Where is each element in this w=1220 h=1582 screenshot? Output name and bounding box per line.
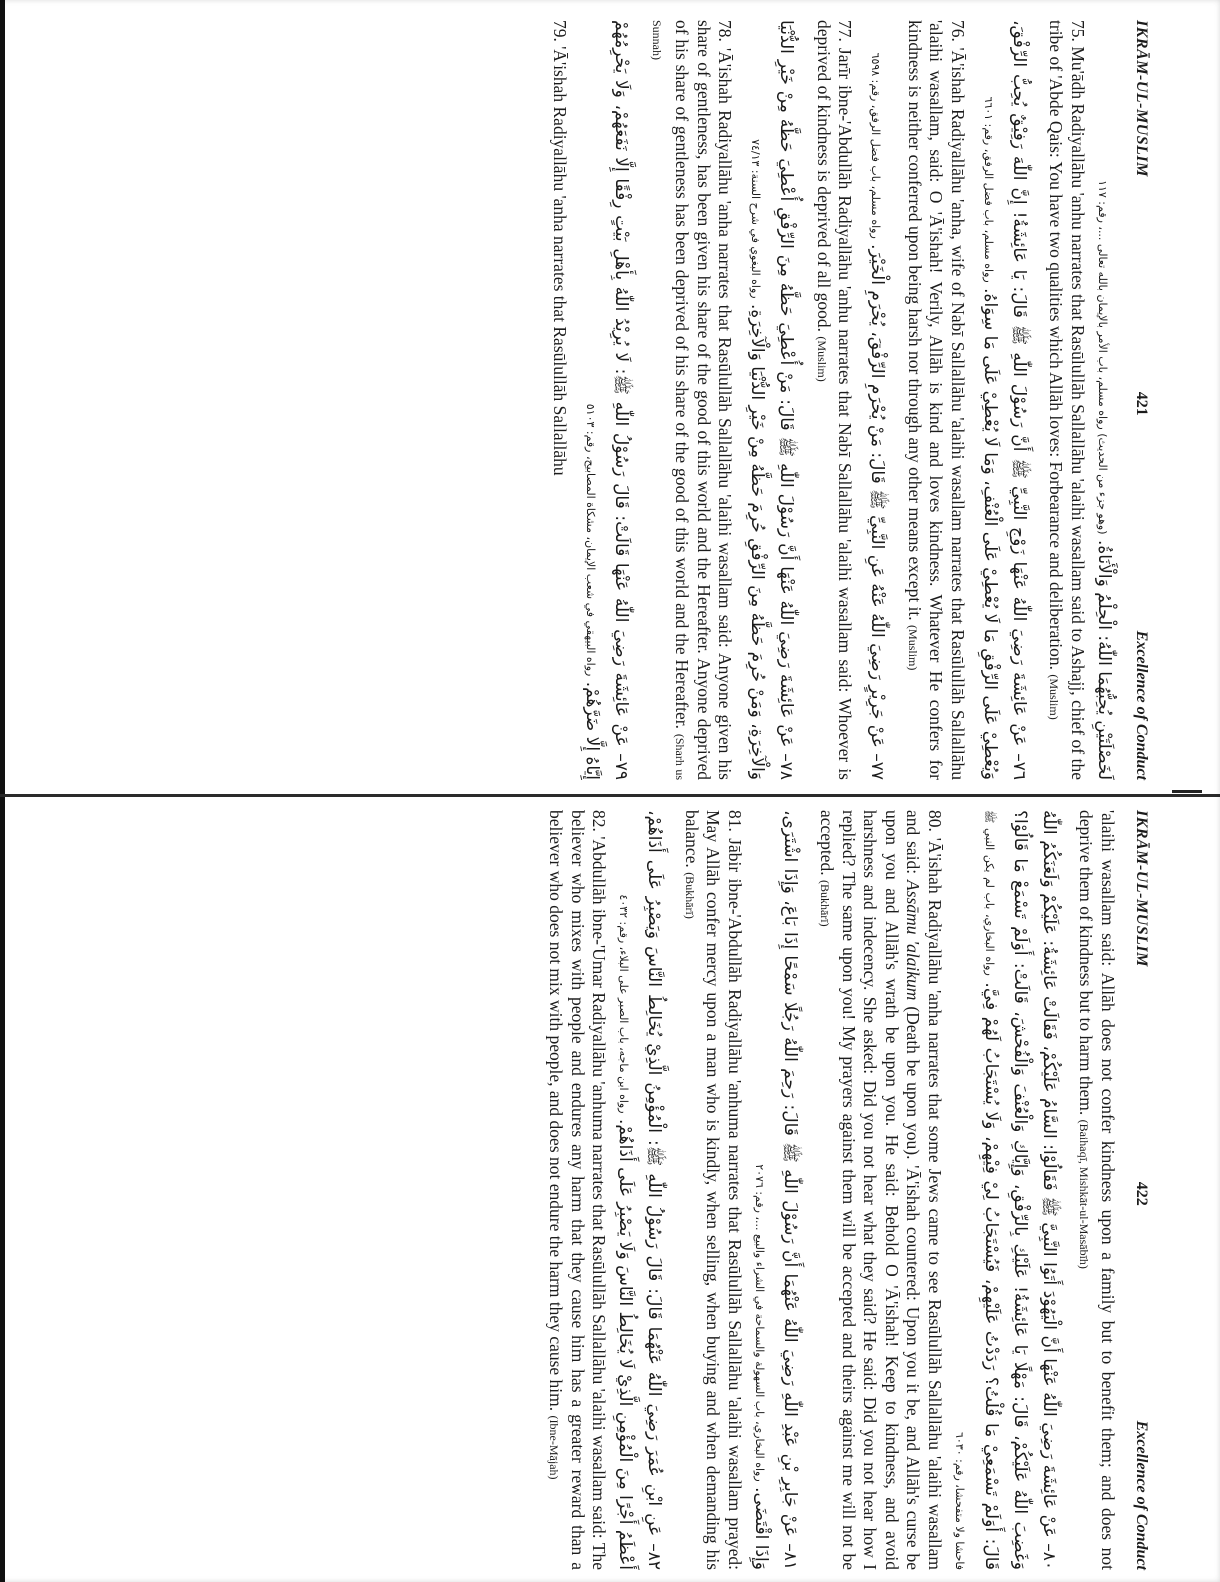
arabic-reference: رواه البغوي في شرح السنة: ٧٤/١٣ xyxy=(749,139,763,299)
english-translation xyxy=(1043,20,1088,780)
source-citation: (Muslim) xyxy=(906,625,920,671)
arabic-hadith: ٨٠– عَنْ عَائِشَةَ رَضِيَ اللّٰهُ عَنْهَا أَنَّ الْيَهُوْدَ أَتَوُا النَّبِيَّ ﷺ فَقَالُوْا: السَّامُ عَلَيْكُمْ، فَقَالَتْ عَائِشَةُ: عَلَيْكُمْ وَلَعَنَكُمُ اللّٰهُ وَغَضِبَ اللّٰهُ عَلَيْكُمْ، قَالَ: مَهْلًا يَا عَائِشَةُ! عَلَيْكِ بِالرِّفْقِ، وَإِيَّاكِ وَالْعُنْفَ وَالْفُحْشَ، قَالَتْ: أَوَلَمْ تَسْمَعْ مَا قَالُوْا؟ قَالَ: أَوَلَمْ تَسْمَعِيْ مَا قُلْتُ؟ رَدَدْتُ عَلَيْهِمْ، فَيُسْتَجَابُ لِيْ فِيْهِمْ، وَلَا يُسْتَجَابُ لَهُمْ فِيَّ. xyxy=(981,810,1059,1571)
arabic-hadith: ٧٩– عَنْ عَائِشَةَ رَضِيَ اللّٰهُ عَنْهَا قَالَتْ: قَالَ رَسُوْلُ اللّٰهِ ﷺ: لَا يُرِيْدُ اللّٰهُ بِأَهْلِ بَيْتٍ رِفْقًا إِلَّا نَفَعَهُمْ، وَلَا يَحْرِمُهُمْ إِيَّاهُ إِلَّا ضَرَّهُمْ. xyxy=(582,20,632,780)
english-translation xyxy=(543,810,610,1570)
source-citation: (Muslim) xyxy=(1047,674,1062,720)
arabic-intro-reference: (وهو جزء من الحديث) رواه مسلم، باب الأمر بالإيمان بالله تعالى ...، رقم: ١١٧ xyxy=(1096,180,1109,535)
english-translation xyxy=(811,20,856,780)
page-corner-mark xyxy=(1172,790,1202,793)
english-text: 77. Jarīr ibne-'Abdullāh Radiyallāhu 'anhu narrates that Nabī Sallallāhu 'alaihi wasallam said: Whoever is deprived of kindness is deprived of all good. xyxy=(814,20,856,780)
arabic-reference: رواه ابن ماجه، باب الصبر على البلاء، رقم: ٤٠٣٢ xyxy=(617,894,631,1114)
english-translation xyxy=(679,810,746,1570)
arabic-hadith: ٧٧– عَنْ جَرِيْرٍ رَضِيَ اللّٰهُ عَنْهُ عَنِ النَّبِيِّ ﷺ قَالَ: مَنْ يُحْرَمِ الرِّفْقَ، يُحْرَمِ الْخَيْرَ. xyxy=(867,244,888,780)
hadith-82 xyxy=(543,810,669,1570)
arabic-hadith: ٨٢– عَنِ ابْنِ عُمَرَ رَضِيَ اللّٰهُ عَنْهُمَا قَالَ: قَالَ رَسُوْلُ اللّٰهِ ﷺ: الْمُؤْمِنُ الَّذِيْ يُخَالِطُ النَّاسَ وَيَصْبِرُ عَلَى أَذَاهُمْ، أَعْظَمُ أَجْرًا مِنَ الْمُؤْمِنِ الَّذِيْ لَا يُخَالِطُ النَّاسَ وَلَا يَصْبِرُ عَلَى أَذَاهُمْ. xyxy=(615,810,665,1570)
source-citation: (Ibne-Mājah) xyxy=(547,1415,562,1480)
source-citation: (Bukhārī) xyxy=(818,879,833,927)
source-citation: (Muslim) xyxy=(815,336,829,382)
header-book-title: IKRĀM-UL-MUSLIM xyxy=(1133,810,1150,967)
page-number: 421 xyxy=(1133,391,1150,416)
arabic-reference: رواه مسلم، باب فضل الرفق، رقم: ٦٦٠١ xyxy=(982,96,995,283)
arabic-hadith: ٧٨– عَنْ عَائِشَةَ رَضِيَ اللّٰهُ عَنْهَا أَنَّ رَسُوْلَ اللّٰهِ ﷺ قَالَ: مَنْ أُعْطِيَ حَظَّهُ مِنَ الرِّفْقِ أُعْطِيَ حَظَّهُ مِنْ خَيْرِ الدُّنْيَا وَالْآخِرَةِ، وَمَنْ حُرِمَ حَظَّهُ مِنَ الرِّفْقِ حُرِمَ حَظَّهُ مِنْ خَيْرِ الدُّنْيَا وَالْآخِرَةِ. xyxy=(747,20,797,780)
english-continuation xyxy=(1073,810,1118,1570)
english-translation-continued: 79. 'Ā'ishah Radiyallāhu 'anha narrates that Rasūlullāh Sallallāhu xyxy=(550,20,571,476)
english-text: 76. 'Ā'ishah Radiyallāhu 'anha, wife of Nabī Sallallāhu 'alaihi wasallam narrates that Rasūlullāh Sallallāhu 'alaihi wasallam, said: O 'Ā'ishah! Verily, Allāh is kind and loves kindness. Whatever He confers for kindness is neither conferred upon being harsh nor through any other means except it. xyxy=(905,20,968,780)
header-chapter-title: Excellence of Conduct xyxy=(1133,630,1150,780)
english-text: 'alaihi wasallam said: Allāh does not confer kindness upon a family but to benefit them; and does not deprive them of kindness but to harm them. xyxy=(1076,810,1118,1570)
page-421 xyxy=(90,20,1150,780)
english-translation xyxy=(814,810,945,1570)
book-binding-edge xyxy=(0,0,5,1582)
arabic-hadith: ٨١– عَنْ جَابِرِ بْنِ عَبْدِ اللّٰهِ رَضِيَ اللّٰهُ عَنْهُمَا أَنَّ رَسُوْلَ اللّٰهِ ﷺ قَالَ: رَحِمَ اللّٰهُ رَجُلًا سَمْحًا إِذَا بَاعَ، وَإِذَا اشْتَرَى، وَإِذَا اقْتَضَى. xyxy=(751,810,800,1570)
english-italic-phrase: Assāmu 'alaikum xyxy=(903,880,924,1001)
arabic-text xyxy=(577,20,636,780)
english-text: 80. 'Ā'ishah Radiyallāhu 'anha narrates that some Jews came to see Rasūlullāh Sallallāhu 'alaihi wasallam and said: xyxy=(903,810,945,1570)
arabic-intro-text: لَخَصْلَتَيْنِ يُحِبُّهُمَا اللّٰهُ: الْحِلْمُ وَالْأَنَاةُ. xyxy=(1094,539,1114,780)
arabic-text xyxy=(974,20,1033,780)
english-text: 78. 'Ā'ishah Radiyallāhu 'anha narrates that Rasūlullāh Sallallāhu 'alaihi wasallam said: Anyone given his share of gentleness, has been given his share of the good of this world and the Hereafter. Anyone deprived of his share of gentleness has been deprived of his share of the good of this world and the Hereafter. xyxy=(672,20,736,780)
arabic-text xyxy=(862,20,892,780)
hadith-77 xyxy=(742,20,856,780)
source-citation: (Baihaqī, Mishkāt-ul-Masābīh) xyxy=(1077,1119,1092,1269)
arabic-text xyxy=(945,810,1063,1570)
english-translation xyxy=(902,20,969,780)
arabic-text xyxy=(742,20,801,780)
hadith-81 xyxy=(679,810,805,1570)
english-text: 81. Jābir ibne-'Abdullāh Radiyallāhu 'anhuma narrates that Rasūlullāh Sallallāhu 'alaihi wasallam prayed: May Allāh confer mercy upon a man who is kindly, when selling, when buying and when demanding his balance. xyxy=(682,810,745,1570)
arabic-reference: رواه البخاري، باب لم يكن النبي ﷺ فاحشا ولا متفحشا، رقم: ٦٠٣٠ xyxy=(953,810,996,1570)
hadith-75 xyxy=(974,20,1088,780)
english-text: 75. Mu'ādh Radiyallāhu 'anhu narrates that Rasūlullāh Sallallāhu 'alaihi wasallam said to Ashajj, chief of the tribe of 'Abde Qais: You have two qualities which Allāh loves: Forbearance and deliberation. xyxy=(1046,20,1088,780)
running-header xyxy=(1132,810,1150,1570)
hadith-76 xyxy=(862,20,969,780)
hadith-78 xyxy=(577,20,736,780)
arabic-reference: رواه مسلم، باب فضل الرفق، رقم: ٦٥٩٨ xyxy=(869,52,883,239)
header-book-title: IKRĀM-UL-MUSLIM xyxy=(1133,20,1150,177)
arabic-text xyxy=(610,810,669,1570)
hadith-80 xyxy=(814,810,1063,1570)
arabic-reference: رواه البيهقي في شعب الإيمان، مشكاة المصابيح، رقم: ٥١٠٣ xyxy=(584,403,598,677)
running-header xyxy=(1132,20,1150,780)
english-text-rest: (Death be upon you). 'Ā'ishah countered: Upon you it be, and Allāh's curse be upon you and Allāh's wrath be upon you. He said: Behold O 'Ā'ishah! Keep to kindness, and avoid harshness and indecency. She asked: Did you not hear what they said? He said: Did you not hear how I replied? The same upon you! My prayers against them will be accepted and theirs against me will not be accepted. xyxy=(817,810,924,1570)
page-fold-divider xyxy=(0,794,1220,797)
header-chapter-title: Excellence of Conduct xyxy=(1133,1420,1150,1570)
source-citation: (Sharh us Sunnah) xyxy=(650,20,688,780)
arabic-text xyxy=(745,810,804,1570)
arabic-reference: رواه البخاري، باب السهولة والسماحة في الشراء والبيع ...، رقم: ٢٠٧٦ xyxy=(753,1164,766,1482)
arabic-hadith: ٧٦– عَنْ عَائِشَةَ رَضِيَ اللّٰهُ عَنْهَا زَوْجِ النَّبِيِّ ﷺ أَنَّ رَسُوْلَ اللّٰهِ ﷺ قَالَ: يَا عَائِشَةُ! إِنَّ اللّٰهَ رَفِيْقٌ يُحِبُّ الرِّفْقَ، وَيُعْطِيْ عَلَى الرِّفْقِ مَا لَا يُعْطِيْ عَلَى الْعُنْفِ، وَمَا لَا يُعْطِيْ عَلَى مَا سِوَاهُ. xyxy=(980,20,1029,780)
english-text: 82. 'Abdullāh ibne-'Umar Radiyallāhu 'anhuma narrates that Rasūlullāh Sallallāhu 'alaihi wasallam said: The believer who mixes with people and endures any harm that they cause him has a greater reward than a believer who does not mix with people, and does not endure the harm they cause him. xyxy=(546,810,610,1570)
english-translation xyxy=(646,20,736,780)
page-422 xyxy=(90,810,1150,1570)
source-citation: (Bukhārī) xyxy=(683,872,697,919)
page-number: 422 xyxy=(1133,1181,1150,1206)
arabic-text-intro xyxy=(1088,20,1118,780)
